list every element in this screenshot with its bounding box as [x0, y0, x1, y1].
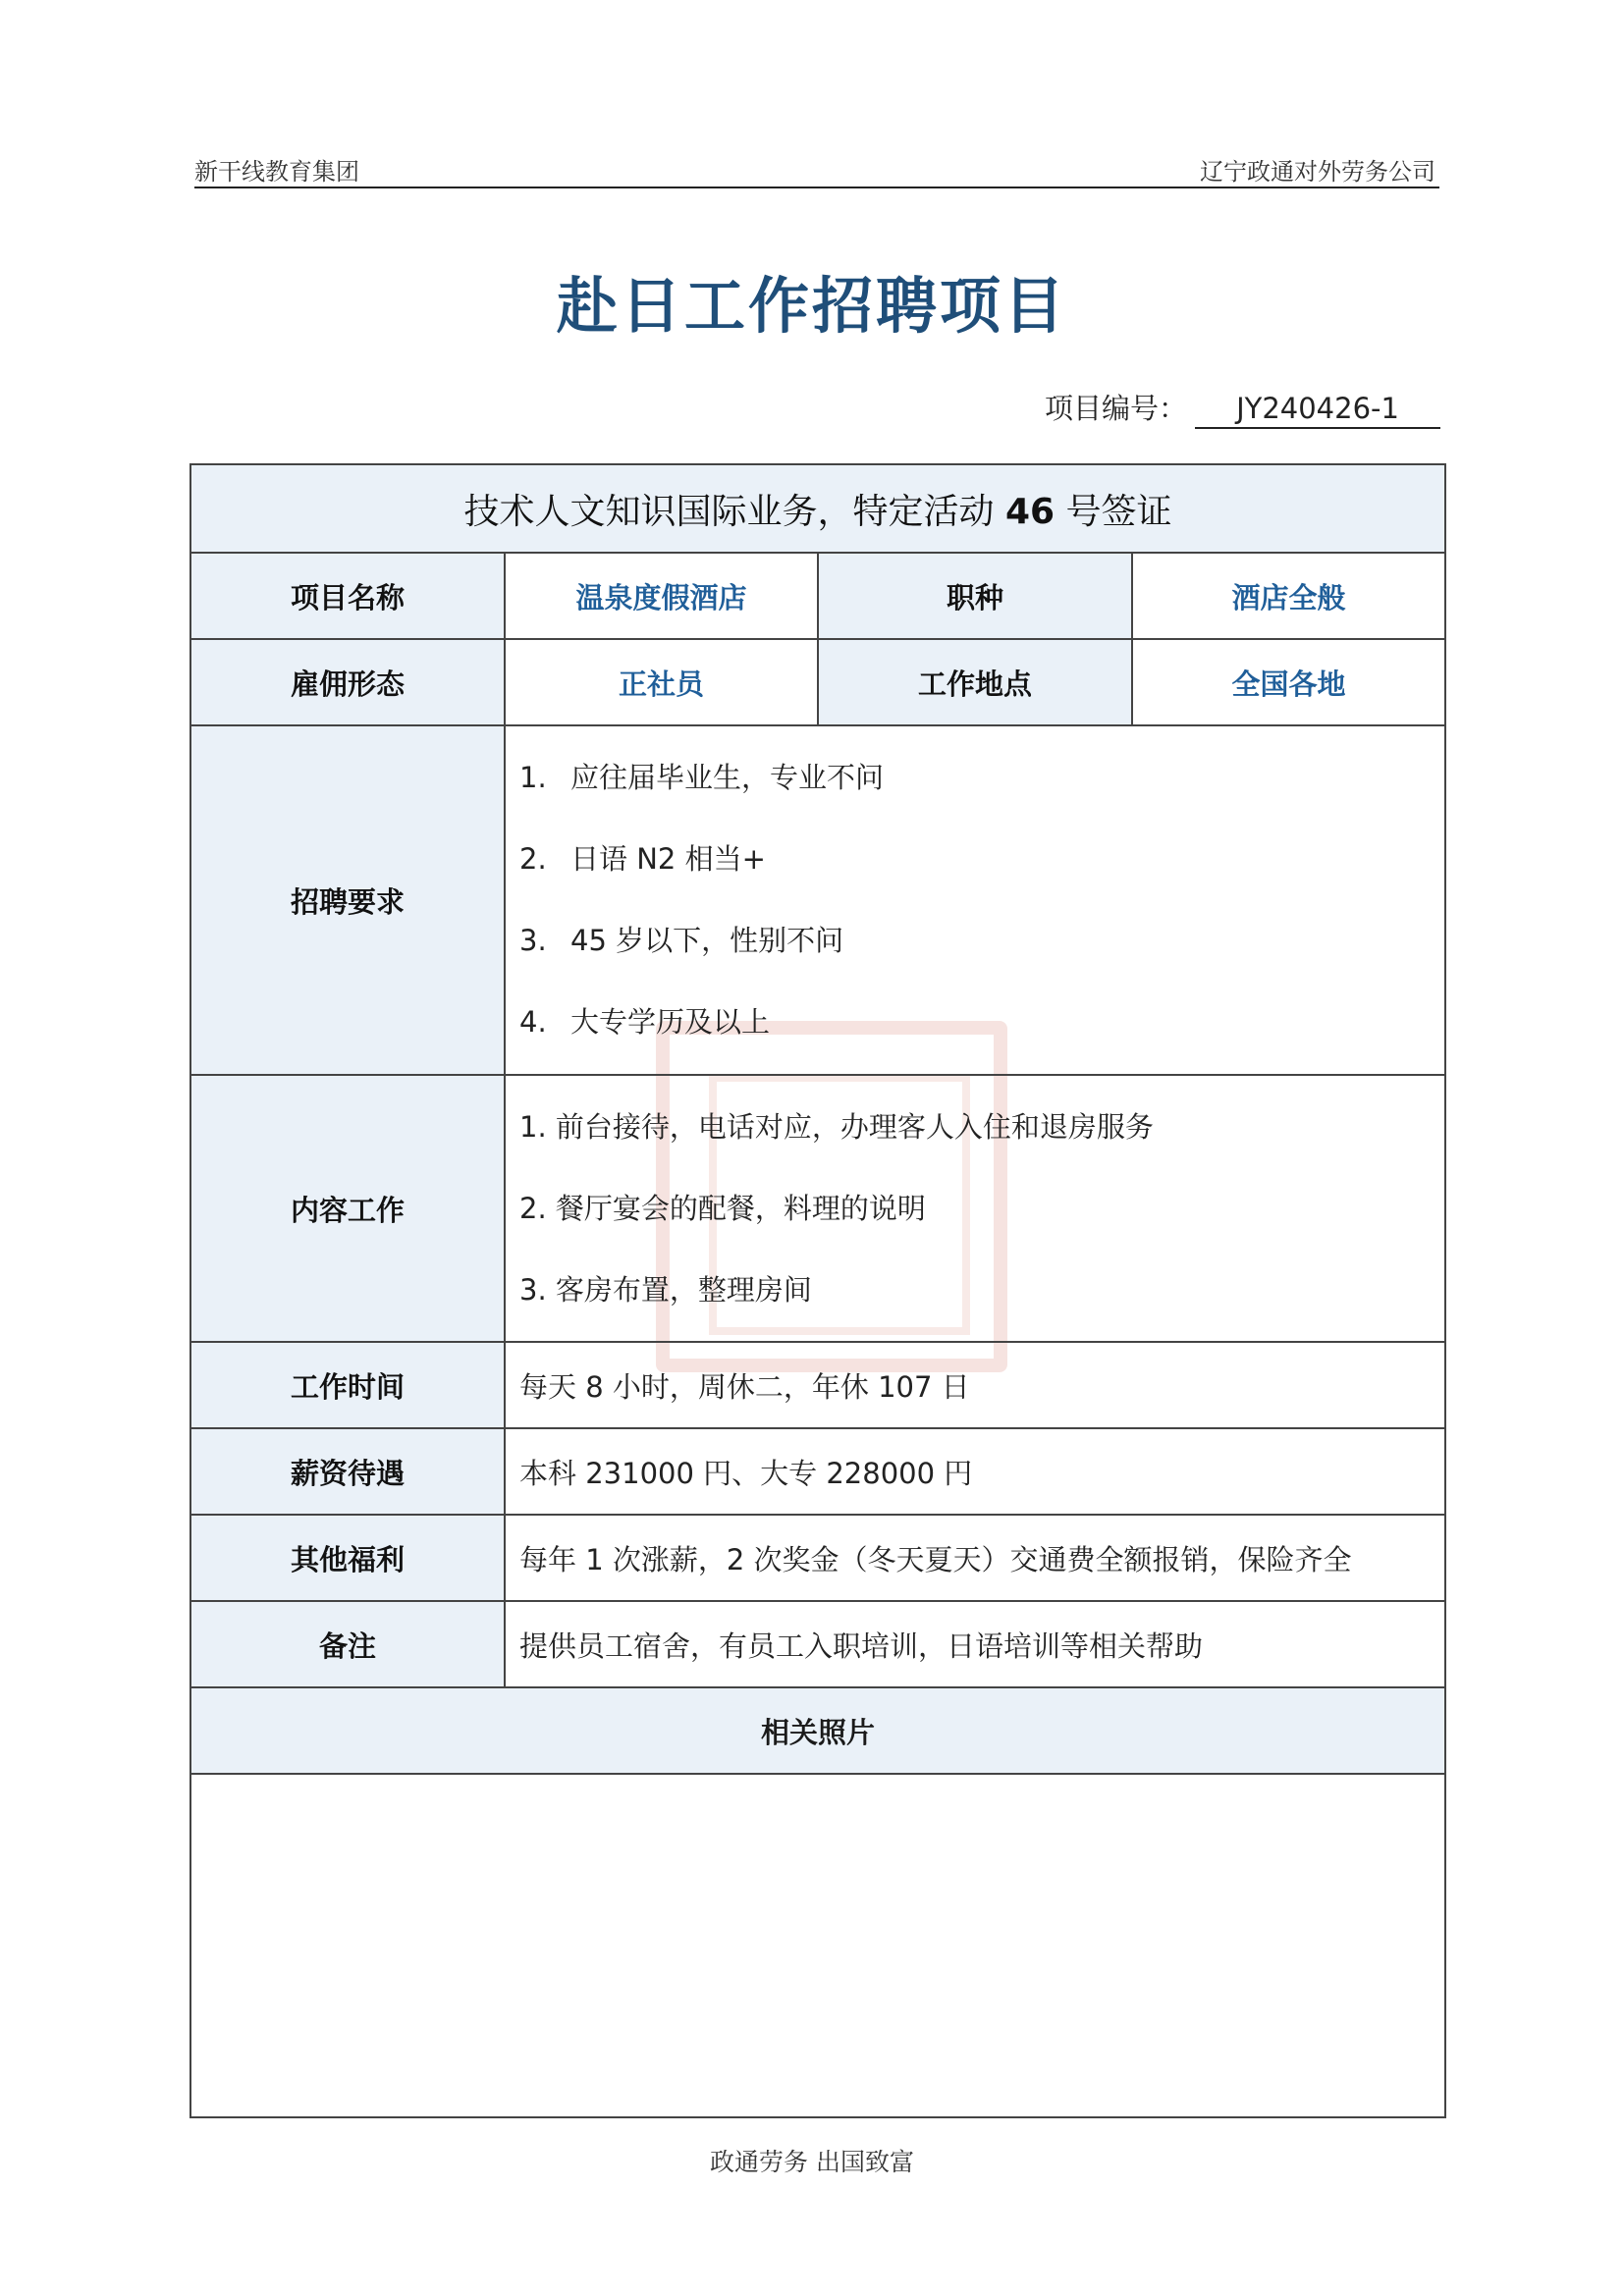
- photos-area: [190, 1774, 1445, 2117]
- benefits-value: 每年 1 次涨薪，2 次奖金（冬天夏天）交通费全额报销，保险齐全: [505, 1515, 1445, 1601]
- requirement-item: 1. 应往届毕业生，专业不问: [519, 761, 885, 794]
- job-type-label: 职种: [818, 553, 1132, 639]
- project-name-label: 项目名称: [190, 553, 505, 639]
- notes-value: 提供员工宿舍，有员工入职培训，日语培训等相关帮助: [505, 1601, 1445, 1687]
- employment-label: 雇佣形态: [190, 639, 505, 725]
- content-item: 3. 客房布置，整理房间: [519, 1272, 812, 1307]
- requirement-item: 3. 45 岁以下，性别不问: [519, 924, 844, 957]
- photos-header: 相关照片: [190, 1687, 1445, 1774]
- content-item: 1. 前台接待，电话对应，办理客人入住和退房服务: [519, 1109, 1154, 1144]
- content-item: 2. 餐厅宴会的配餐，料理的说明: [519, 1191, 926, 1225]
- job-type-value: 酒店全般: [1132, 553, 1445, 639]
- notes-label: 备注: [190, 1601, 505, 1687]
- header-divider: [194, 187, 1439, 188]
- project-number-label: 项目编号：: [1045, 392, 1188, 425]
- salary-value: 本科 231000 円、大专 228000 円: [505, 1428, 1445, 1515]
- requirements-label: 招聘要求: [190, 725, 505, 1075]
- recruitment-table: [189, 463, 1446, 2118]
- page-title: 赴日工作招聘项目: [556, 270, 1067, 342]
- header-company-right: 辽宁政通对外劳务公司: [1200, 158, 1435, 186]
- visa-banner: 技术人文知识国际业务，特定活动 46 号签证: [190, 464, 1445, 553]
- content-list: [505, 1075, 1445, 1342]
- requirements-list: [505, 725, 1445, 1075]
- employment-value: 正社员: [505, 639, 818, 725]
- work-time-label: 工作时间: [190, 1342, 505, 1428]
- project-number: [1045, 387, 1440, 429]
- project-number-value: JY240426-1: [1195, 392, 1440, 429]
- header-company-left: 新干线教育集团: [194, 158, 359, 186]
- footer-slogan: 政通劳务 出国致富: [710, 2148, 914, 2176]
- requirement-item: 4. 大专学历及以上: [519, 1005, 771, 1039]
- project-name-value: 温泉度假酒店: [505, 553, 818, 639]
- salary-label: 薪资待遇: [190, 1428, 505, 1515]
- content-label: 内容工作: [190, 1075, 505, 1342]
- location-label: 工作地点: [818, 639, 1132, 725]
- visa-number: 46: [1004, 491, 1056, 532]
- requirement-item: 2. 日语 N2 相当+: [519, 842, 766, 876]
- benefits-label: 其他福利: [190, 1515, 505, 1601]
- location-value: 全国各地: [1132, 639, 1445, 725]
- work-time-value: 每天 8 小时，周休二，年休 107 日: [505, 1342, 1445, 1428]
